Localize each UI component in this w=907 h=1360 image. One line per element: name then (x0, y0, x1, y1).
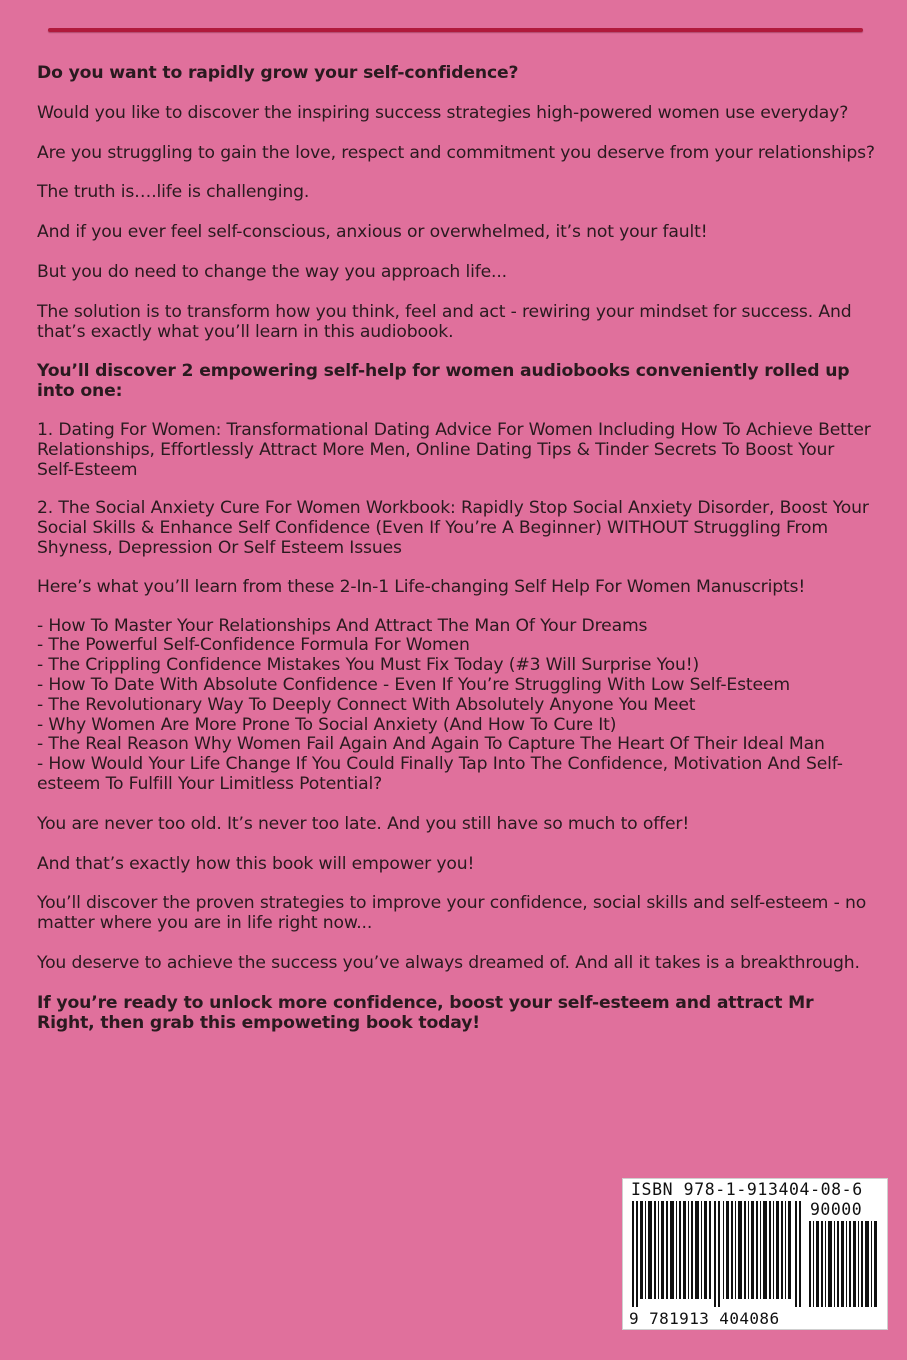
solution-paragraph: The solution is to transform how you think, feel and act - rewiring your mindset for success. And that’s exactly what you’ll learn in this audiobook. (37, 301, 852, 342)
bullet-item: - How To Master Your Relationships And Attract The Man Of Your Dreams (37, 615, 648, 636)
question-relationships: Are you struggling to gain the love, respect and commitment you deserve from your relationships? (37, 142, 875, 163)
book-two-title: 2. The Social Anxiety Cure For Women Workbook: Rapidly Stop Social Anxiety Disorder, Boost Your Social Skills & Enhance Self Confidence (Even If You’re A Beginner) WITHOUT Struggling From Shyness, Depression Or Self Esteem Issues (37, 498, 869, 558)
question-confidence: Do you want to rapidly grow your self-confidence? (37, 63, 519, 83)
question-strategies: Would you like to discover the inspiring success strategies high-powered women use everyday? (37, 102, 849, 123)
discover-heading: You’ll discover 2 empowering self-help for women audiobooks conveniently rolled up into one: (37, 361, 850, 402)
proven-strategies-paragraph: You’ll discover the proven strategies to improve your confidence, social skills and self-esteem - no matter where you are in life right now... (37, 893, 867, 934)
feel-line: And if you ever feel self-conscious, anxious or overwhelmed, it’s not your fault! (37, 222, 708, 243)
top-divider (48, 28, 863, 32)
isbn-barcode (622, 1178, 888, 1330)
bullet-item: - The Crippling Confidence Mistakes You Must Fix Today (#3 Will Surprise You!) (37, 655, 700, 676)
bullet-item: - How Would Your Life Change If You Could Finally Tap Into The Confidence, Motivation And Self-esteem To Fulfill Your Limitless Potential? (37, 754, 843, 794)
bullet-item: - The Real Reason Why Women Fail Again And Again To Capture The Heart Of Their Ideal Man (37, 734, 825, 755)
back-cover-text (37, 64, 875, 1033)
truth-line: The truth is….life is challenging. (37, 182, 310, 203)
learn-intro: Here’s what you’ll learn from these 2-In-1 Life-changing Self Help For Women Manuscripts! (37, 576, 806, 597)
price-code: 90000 (810, 1200, 863, 1219)
bullet-item: - Why Women Are More Prone To Social Anxiety (And How To Cure It) (37, 714, 617, 735)
bullet-item: - The Powerful Self-Confidence Formula For Women (37, 635, 470, 656)
never-too-old-line: You are never too old. It’s never too late. And you still have so much to offer! (37, 813, 690, 834)
book-one-title: 1. Dating For Women: Transformational Dating Advice For Women Including How To Achieve Better Relationships, Effortlessly Attract More Men, Online Dating Tips & Tinder Secrets To Boost Your Self-Esteem (37, 419, 871, 480)
barcode-digits: 9 781913 404086 (629, 1309, 780, 1328)
call-to-action: If you’re ready to unlock more confidence, boost your self-esteem and attract Mr Right, then grab this empoweting book today! (37, 992, 814, 1033)
price-addon-bars-icon (808, 1221, 880, 1307)
bullet-item: - How To Date With Absolute Confidence - Even If You’re Struggling With Low Self-Esteem (37, 674, 790, 695)
barcode-bars-icon (629, 1201, 805, 1307)
bullet-item: - The Revolutionary Way To Deeply Connect With Absolutely Anyone You Meet (37, 694, 696, 715)
deserve-paragraph: You deserve to achieve the success you’ve always dreamed of. And all it takes is a breakthrough. (37, 952, 860, 973)
change-line: But you do need to change the way you approach life... (37, 261, 507, 282)
empower-line: And that’s exactly how this book will empower you! (37, 853, 475, 874)
isbn-label: ISBN 978-1-913404-08-6 (631, 1180, 863, 1199)
